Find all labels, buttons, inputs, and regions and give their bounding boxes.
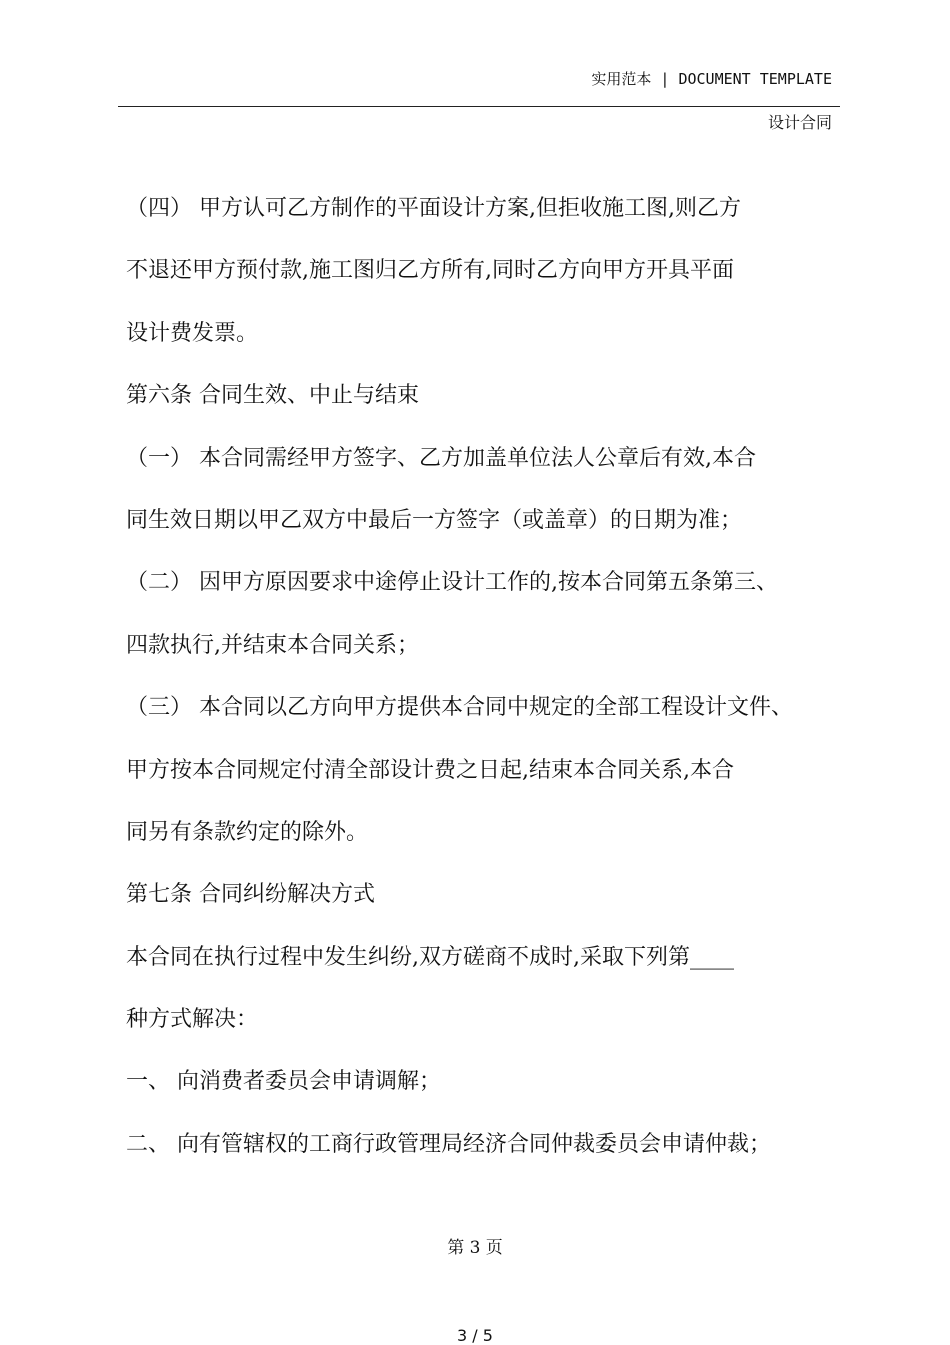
section-heading: 第六条 合同生效、中止与结束: [126, 383, 419, 409]
body-line: （二） 因甲方原因要求中途停止设计工作的,按本合同第五条第三、: [126, 570, 778, 596]
document-body: [126, 178, 856, 1176]
page-counter: 3 / 5: [457, 1326, 493, 1345]
section-heading: 第七条 合同纠纷解决方式: [126, 882, 375, 908]
body-line: 同生效日期以甲乙双方中最后一方签字（或盖章）的日期为准；: [126, 507, 743, 533]
body-line: （四） 甲方认可乙方制作的平面设计方案,但拒收施工图,则乙方: [126, 196, 741, 221]
body-line: 同另有条款约定的除外。: [126, 819, 369, 845]
body-line: 设计费发票。: [126, 320, 259, 346]
body-line: 种方式解决：: [126, 1007, 259, 1033]
page-number: 第 3 页: [447, 1238, 503, 1258]
body-line: 四款执行,并结束本合同关系；: [126, 632, 419, 658]
body-line: 不退还甲方预付款,施工图归乙方所有,同时乙方向甲方开具平面: [126, 258, 734, 284]
body-line: 一、 向消费者委员会申请调解；: [126, 1069, 441, 1095]
document-title: 设计合同: [767, 113, 832, 132]
header-divider: [118, 106, 840, 107]
body-line: （一） 本合同需经甲方签字、乙方加盖单位法人公章后有效,本合: [126, 445, 756, 471]
body-line: 甲方按本合同规定付清全部设计费之日起,结束本合同关系,本合: [126, 757, 734, 783]
body-line: 本合同在执行过程中发生纠纷,双方磋商不成时,采取下列第____: [126, 944, 734, 970]
body-line: （三） 本合同以乙方向甲方提供本合同中规定的全部工程设计文件、: [126, 695, 793, 721]
body-line: 二、 向有管辖权的工商行政管理局经济合同仲裁委员会申请仲裁；: [126, 1131, 771, 1157]
header-brand: 实用范本 | DOCUMENT TEMPLATE: [591, 70, 832, 88]
